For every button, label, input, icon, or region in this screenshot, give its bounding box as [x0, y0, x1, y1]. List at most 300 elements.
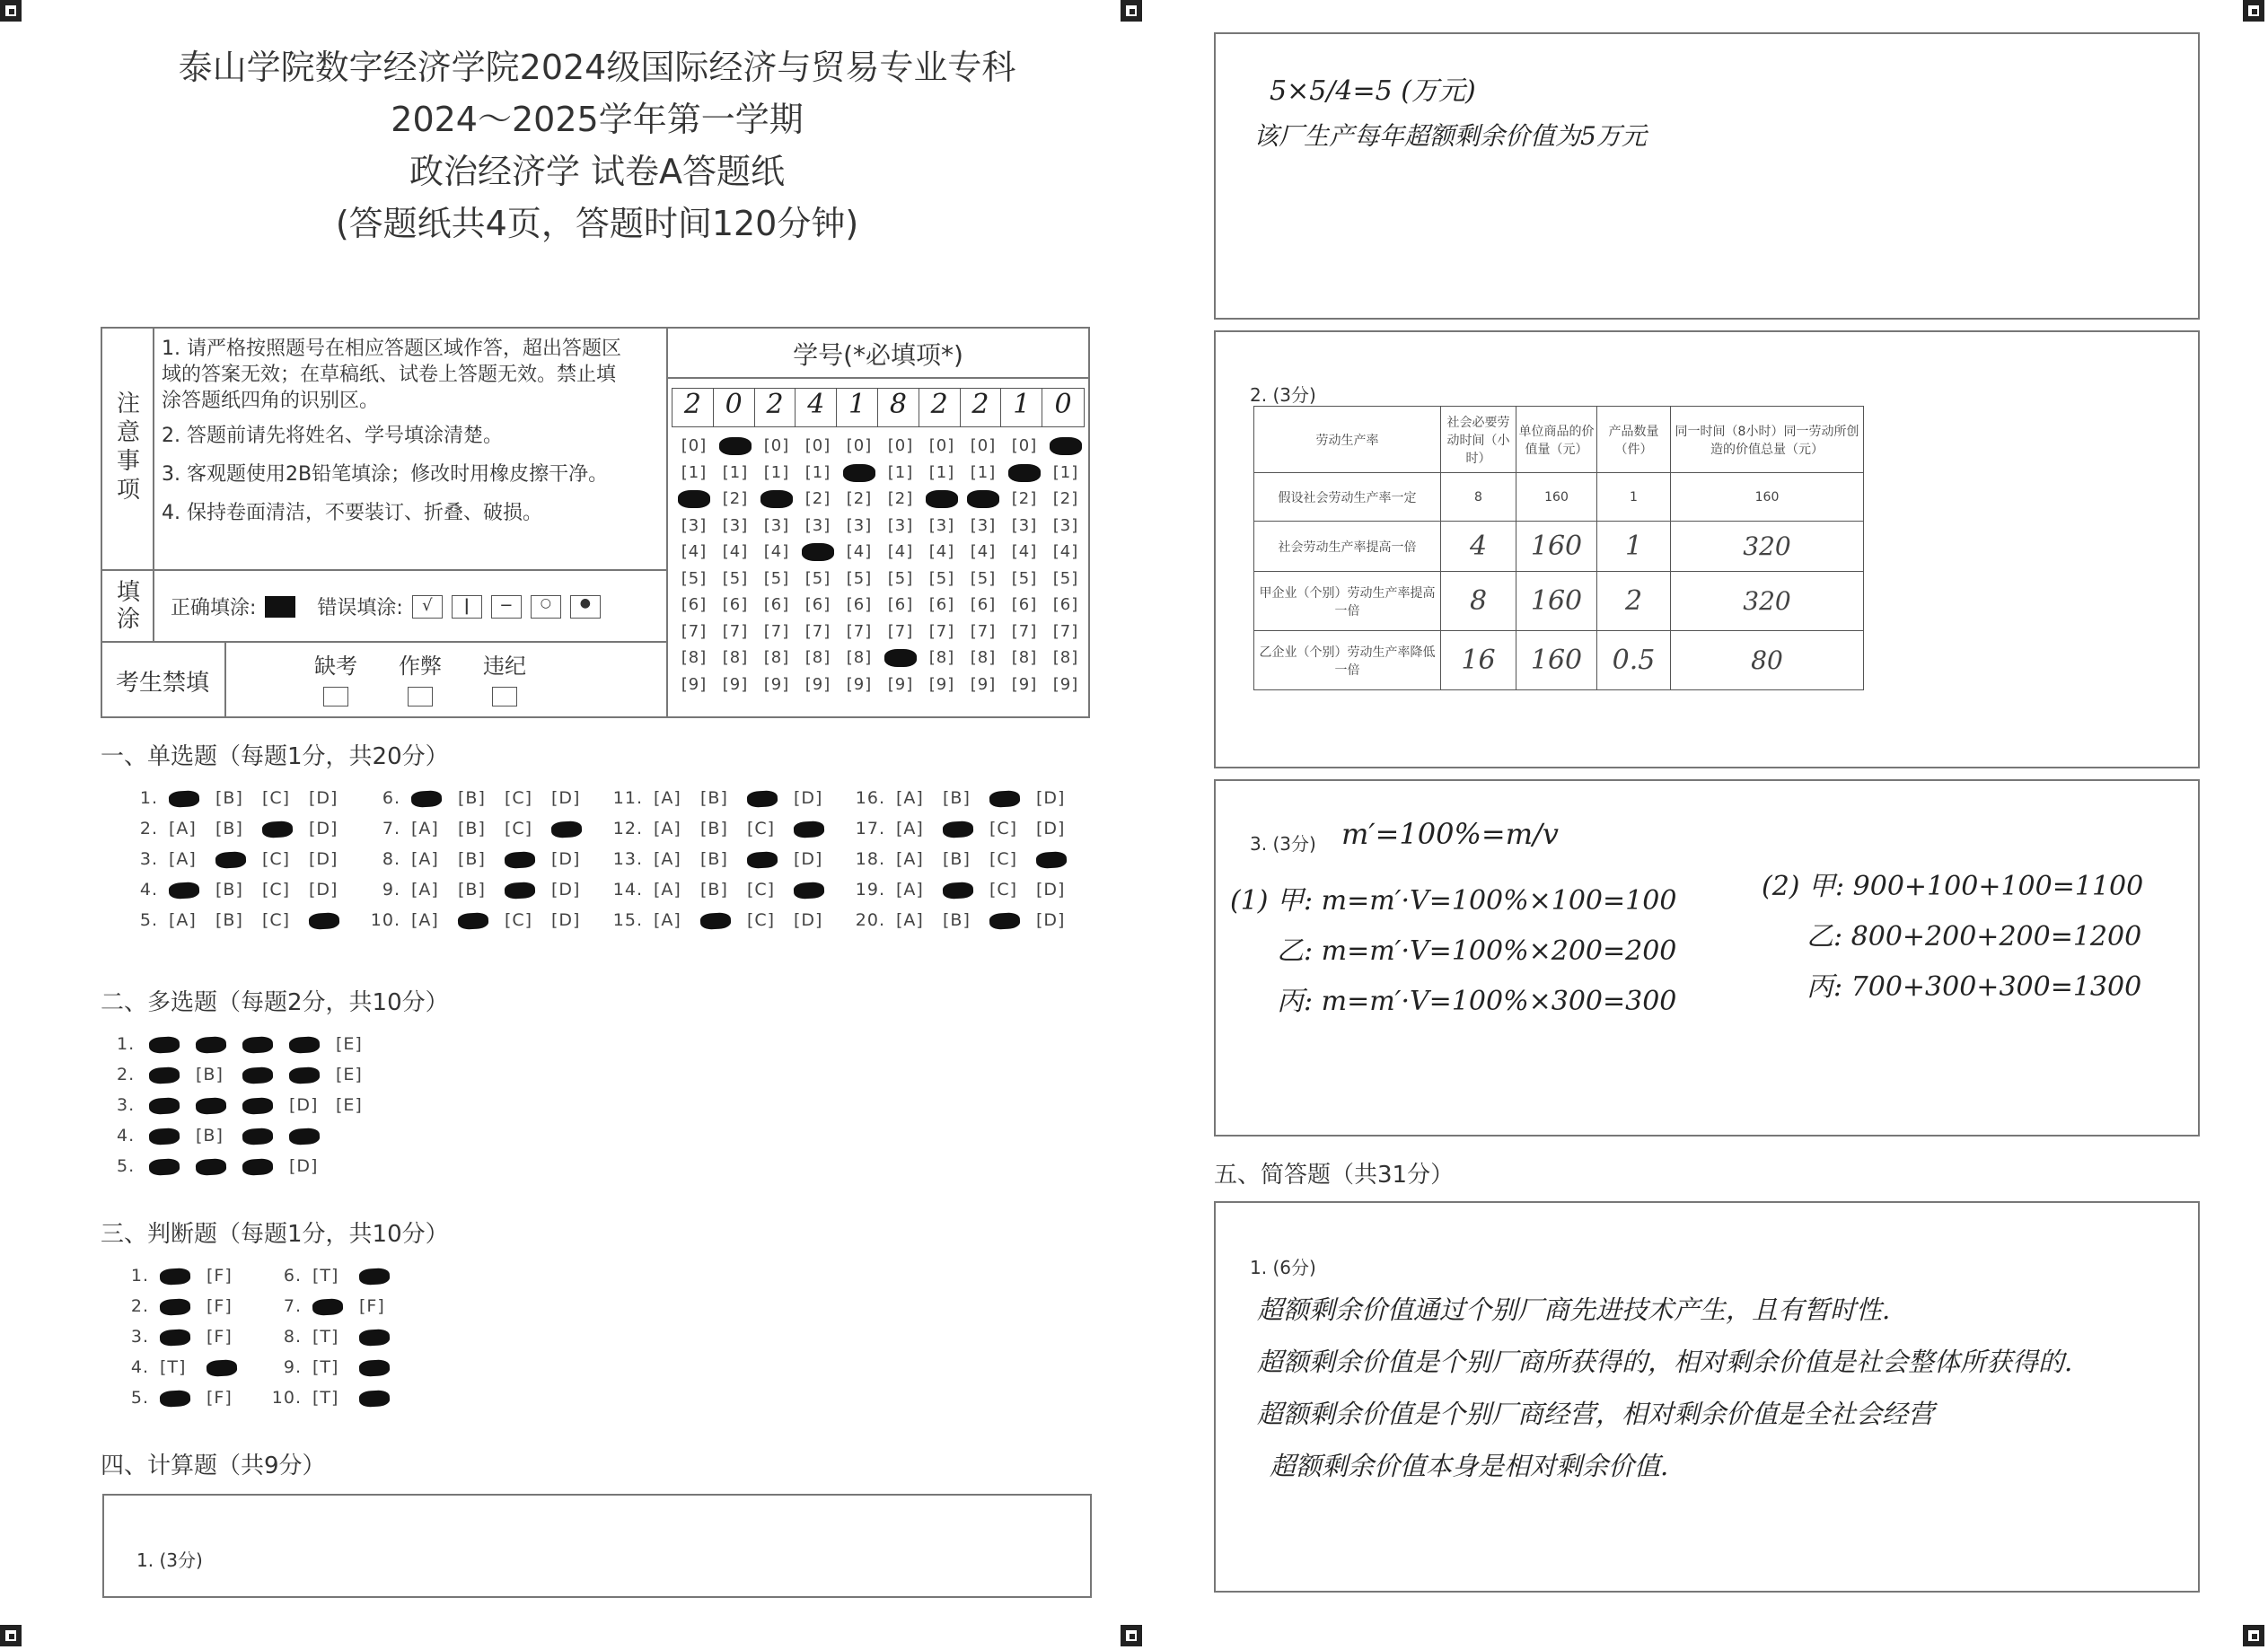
id-bubble[interactable]: [6] — [1052, 595, 1079, 614]
question-number: 14. — [612, 880, 643, 900]
single-question — [117, 819, 356, 838]
answer-option[interactable]: [F] — [207, 1296, 233, 1316]
answer-option[interactable]: [A] — [654, 849, 681, 869]
id-bubble[interactable]: [3] — [1052, 515, 1079, 535]
answer-option[interactable]: [C] — [505, 910, 533, 930]
id-bubble[interactable]: [6] — [722, 595, 749, 614]
answer-option[interactable] — [149, 1034, 196, 1054]
id-bubble[interactable]: [5] — [887, 568, 914, 588]
id-bubble[interactable]: [8] — [970, 648, 997, 667]
answer-option[interactable]: [A] — [896, 788, 924, 808]
question-number: 10. — [370, 910, 400, 930]
true-false-question — [117, 1357, 253, 1377]
answer-option[interactable] — [359, 1266, 406, 1286]
labor-productivity-table — [1253, 406, 1864, 690]
id-bubble[interactable]: [1] — [928, 462, 955, 482]
answer-option[interactable] — [160, 1296, 207, 1316]
filled-mark — [160, 1390, 191, 1408]
id-bubble-row — [673, 595, 1086, 614]
question-number: 2. — [130, 1296, 149, 1316]
answer-option[interactable]: [D] — [551, 910, 581, 930]
id-bubble[interactable]: [5] — [1052, 568, 1079, 588]
id-bubble[interactable]: [1] — [763, 462, 790, 482]
id-bubble[interactable]: [9] — [846, 674, 873, 694]
answer-option[interactable]: [D] — [289, 1156, 319, 1176]
filled-mark — [215, 851, 247, 869]
answer-option[interactable]: [C] — [262, 880, 291, 900]
id-bubble[interactable]: [2] — [887, 489, 914, 508]
answer-option[interactable]: [B] — [700, 788, 728, 808]
id-bubble[interactable]: [3] — [722, 515, 749, 535]
student-id-label: 学号(*必填项*) — [793, 340, 963, 370]
id-bubble[interactable]: [0] — [970, 436, 997, 455]
answer-option[interactable] — [160, 1388, 207, 1408]
id-bubble[interactable]: [1] — [681, 462, 708, 482]
answer-option[interactable] — [169, 788, 215, 808]
answer-option[interactable]: [F] — [207, 1327, 233, 1347]
answer-option[interactable] — [989, 910, 1036, 930]
question-number: 12. — [612, 819, 643, 838]
id-bubble[interactable]: [1] — [722, 462, 749, 482]
answer-option[interactable] — [309, 910, 356, 930]
id-bubble[interactable]: [7] — [970, 621, 997, 641]
registration-mark-top-center — [1121, 0, 1142, 22]
id-bubble[interactable]: [4] — [763, 542, 790, 561]
id-bubble[interactable]: [0] — [804, 436, 831, 455]
id-bubble[interactable]: [4] — [846, 542, 873, 561]
id-bubble[interactable]: [5] — [681, 568, 708, 588]
id-bubble[interactable]: [4] — [970, 542, 997, 561]
question-number: 16. — [855, 788, 885, 808]
answer-option[interactable]: [A] — [654, 788, 681, 808]
answer-option[interactable]: [D] — [551, 849, 581, 869]
id-bubble[interactable] — [797, 542, 839, 561]
answer-option[interactable] — [794, 880, 840, 900]
short-q1-answer-line: 超额剩余价值是个别厂商经营，相对剩余价值是全社会经营 — [1257, 1399, 1935, 1429]
id-bubble[interactable]: [0] — [681, 436, 708, 455]
answer-option[interactable]: [B] — [215, 819, 243, 838]
question-number: 1. — [117, 1034, 136, 1054]
single-question — [602, 849, 840, 869]
answer-option[interactable]: [C] — [505, 788, 533, 808]
answer-option[interactable]: [D] — [309, 788, 338, 808]
question-number: 18. — [855, 849, 885, 869]
id-bubble[interactable]: [9] — [1052, 674, 1079, 694]
answer-option[interactable]: [T] — [160, 1357, 187, 1377]
id-bubble[interactable] — [839, 463, 880, 482]
answer-option[interactable]: [B] — [215, 880, 243, 900]
filled-mark — [943, 821, 974, 838]
answer-option[interactable] — [160, 1266, 207, 1286]
id-bubble[interactable]: [7] — [763, 621, 790, 641]
calc-q3-part2-line: 乙: 800+200+200=1200 — [1806, 921, 2142, 952]
question-number: 3. — [130, 1327, 149, 1347]
answer-option[interactable] — [242, 1065, 289, 1084]
answer-option[interactable] — [505, 880, 551, 900]
id-bubble[interactable] — [921, 489, 963, 508]
answer-option[interactable]: [B] — [700, 819, 728, 838]
id-bubble[interactable]: [7] — [1011, 621, 1038, 641]
id-bubble[interactable]: [2] — [804, 489, 831, 508]
section-multi-choice-title: 二、多选题（每题2分，共10分） — [101, 989, 449, 1016]
answer-option[interactable]: [D] — [1036, 880, 1066, 900]
answer-option[interactable]: [D] — [551, 788, 581, 808]
banned-cheat-checkbox[interactable] — [408, 687, 433, 707]
calc-q3-part1-line: 丙: m=m′·V=100%×300=300 — [1277, 986, 1677, 1017]
true-false-question — [269, 1388, 406, 1408]
id-bubble[interactable]: [5] — [928, 568, 955, 588]
id-bubble[interactable]: [2] — [1052, 489, 1079, 508]
id-bubble[interactable]: [2] — [1011, 489, 1038, 508]
single-question — [117, 788, 356, 808]
id-bubble[interactable]: [3] — [887, 515, 914, 535]
id-bubble[interactable]: [5] — [763, 568, 790, 588]
id-bubble[interactable]: [7] — [887, 621, 914, 641]
id-bubble[interactable]: [8] — [928, 648, 955, 667]
id-bubble[interactable]: [9] — [722, 674, 749, 694]
answer-option[interactable]: [D] — [309, 880, 338, 900]
true-false-question — [117, 1388, 253, 1408]
id-bubble[interactable]: [6] — [1011, 595, 1038, 614]
id-bubble[interactable]: [5] — [970, 568, 997, 588]
id-bubble[interactable]: [9] — [887, 674, 914, 694]
id-bubble[interactable]: [0] — [846, 436, 873, 455]
answer-option[interactable] — [989, 788, 1036, 808]
id-bubble[interactable]: [3] — [1011, 515, 1038, 535]
id-bubble[interactable]: [6] — [846, 595, 873, 614]
id-bubble[interactable]: [1] — [1052, 462, 1079, 482]
answer-option[interactable]: [A] — [169, 819, 197, 838]
answer-option[interactable]: [B] — [700, 849, 728, 869]
answer-option[interactable]: [A] — [654, 880, 681, 900]
id-bubble[interactable]: [9] — [1011, 674, 1038, 694]
id-digit: 2 — [672, 389, 714, 426]
id-bubble[interactable]: [3] — [763, 515, 790, 535]
answer-option[interactable]: [C] — [747, 910, 776, 930]
single-question — [844, 819, 1083, 838]
id-bubble[interactable]: [7] — [722, 621, 749, 641]
question-number: 5. — [139, 910, 158, 930]
id-bubble[interactable] — [963, 489, 1004, 508]
id-bubble[interactable] — [1045, 436, 1086, 455]
banned-violation-checkbox[interactable] — [492, 687, 517, 707]
single-question — [359, 880, 598, 900]
answer-option[interactable] — [207, 1357, 253, 1377]
id-bubble[interactable]: [0] — [763, 436, 790, 455]
answer-option[interactable] — [505, 849, 551, 869]
id-digit: 1 — [837, 389, 878, 426]
answer-option[interactable]: [D] — [289, 1095, 319, 1115]
answer-option[interactable]: [D] — [1036, 788, 1066, 808]
table-header: 劳动生产率 — [1254, 407, 1441, 473]
answer-option[interactable] — [242, 1095, 289, 1115]
id-bubble[interactable]: [7] — [681, 621, 708, 641]
calc-q3-formula: m′=100%=m/v — [1341, 817, 1559, 851]
calc-q1-answer-line2: 该厂生产每年超额剩余价值为5万元 — [1253, 121, 1647, 151]
answer-option[interactable]: [B] — [943, 910, 971, 930]
id-bubble[interactable]: [6] — [681, 595, 708, 614]
filled-mark — [196, 1097, 227, 1115]
answer-option[interactable]: [T] — [312, 1266, 339, 1286]
section-true-false-title: 三、判断题（每题1分，共10分） — [101, 1221, 449, 1248]
wrong-fill-samples — [412, 595, 601, 619]
id-bubble[interactable]: [2] — [846, 489, 873, 508]
answer-option[interactable] — [747, 849, 794, 869]
wrong-mark-dot: ● — [570, 595, 601, 619]
id-bubble[interactable]: [8] — [1011, 648, 1038, 667]
answer-option[interactable] — [196, 1156, 242, 1176]
answer-option[interactable] — [242, 1126, 289, 1145]
answer-option[interactable]: [F] — [207, 1266, 233, 1286]
filled-mark — [149, 1158, 180, 1176]
answer-option[interactable]: [D] — [309, 849, 338, 869]
id-bubble[interactable]: [8] — [1052, 648, 1079, 667]
id-bubble[interactable]: [3] — [846, 515, 873, 535]
id-bubble[interactable]: [0] — [1011, 436, 1038, 455]
answer-option[interactable] — [289, 1034, 336, 1054]
answer-option[interactable]: [D] — [794, 910, 823, 930]
id-bubble[interactable]: [9] — [681, 674, 708, 694]
id-bubble[interactable]: [6] — [970, 595, 997, 614]
answer-option[interactable]: [A] — [411, 880, 439, 900]
filled-mark — [926, 490, 958, 508]
id-digit: 2 — [755, 389, 796, 426]
answer-option[interactable] — [149, 1126, 196, 1145]
single-question — [359, 849, 598, 869]
banned-label: 考生禁填 — [101, 643, 226, 718]
answer-option[interactable] — [242, 1034, 289, 1054]
answer-option[interactable] — [149, 1095, 196, 1115]
answer-option[interactable]: [A] — [654, 819, 681, 838]
id-bubble[interactable] — [673, 489, 715, 508]
answer-option[interactable]: [F] — [207, 1388, 233, 1408]
answer-option[interactable]: [A] — [896, 849, 924, 869]
answer-option[interactable] — [262, 819, 309, 838]
question-number: 8. — [382, 849, 400, 869]
answer-option[interactable]: [B] — [700, 880, 728, 900]
answer-option[interactable]: [C] — [262, 910, 291, 930]
answer-option[interactable]: [B] — [458, 849, 486, 869]
answer-option[interactable]: [D] — [551, 880, 581, 900]
answer-option[interactable] — [943, 819, 989, 838]
id-bubble[interactable]: [4] — [681, 542, 708, 561]
answer-option[interactable]: [A] — [169, 849, 197, 869]
question-number: 1. — [139, 788, 158, 808]
answer-option[interactable]: [B] — [196, 1126, 224, 1145]
question-number: 15. — [612, 910, 643, 930]
divider — [666, 327, 668, 718]
id-bubble[interactable]: [9] — [763, 674, 790, 694]
single-question — [844, 788, 1083, 808]
answer-option[interactable]: [B] — [215, 910, 243, 930]
answer-option[interactable] — [943, 880, 989, 900]
id-bubble[interactable]: [2] — [722, 489, 749, 508]
answer-option[interactable]: [A] — [169, 910, 197, 930]
answer-option[interactable] — [359, 1327, 406, 1347]
filled-mark — [196, 1158, 227, 1176]
answer-option[interactable]: [C] — [505, 819, 533, 838]
answer-option[interactable]: [B] — [196, 1065, 224, 1084]
table-header-row — [1254, 407, 1864, 473]
answer-option[interactable]: [A] — [896, 880, 924, 900]
id-bubble[interactable]: [7] — [846, 621, 873, 641]
id-bubble[interactable]: [1] — [804, 462, 831, 482]
answer-option[interactable]: [A] — [896, 819, 924, 838]
answer-option[interactable]: [T] — [312, 1357, 339, 1377]
id-bubble[interactable]: [5] — [1011, 568, 1038, 588]
table-row — [1254, 522, 1864, 572]
id-bubble[interactable]: [4] — [887, 542, 914, 561]
true-false-question — [117, 1266, 253, 1286]
answer-option[interactable]: [D] — [309, 819, 338, 838]
answer-option[interactable] — [169, 880, 215, 900]
answer-option[interactable]: [B] — [215, 788, 243, 808]
answer-option[interactable] — [411, 788, 458, 808]
answer-option[interactable]: [A] — [896, 910, 924, 930]
id-bubble[interactable]: [8] — [763, 648, 790, 667]
filled-mark — [309, 912, 340, 930]
answer-option[interactable]: [C] — [989, 880, 1018, 900]
id-bubble[interactable]: [7] — [928, 621, 955, 641]
id-bubble[interactable]: [0] — [928, 436, 955, 455]
answer-option[interactable] — [215, 849, 262, 869]
calc-q1-answer-box[interactable] — [102, 1494, 1092, 1598]
notice-item: 3. 客观题使用2B铅笔填涂；修改时用橡皮擦干净。 — [162, 463, 609, 486]
id-bubble[interactable]: [4] — [928, 542, 955, 561]
id-bubble[interactable]: [5] — [804, 568, 831, 588]
answer-option[interactable]: [B] — [458, 880, 486, 900]
id-bubble-row — [673, 489, 1086, 508]
answer-option[interactable]: [T] — [312, 1388, 339, 1408]
answer-option[interactable] — [700, 910, 747, 930]
answer-option[interactable] — [312, 1296, 359, 1316]
answer-option[interactable]: [C] — [262, 788, 291, 808]
table-header: 同一时间（8小时）同一劳动所创造的价值总量（元） — [1671, 407, 1864, 473]
id-bubble[interactable]: [5] — [722, 568, 749, 588]
answer-option[interactable] — [196, 1034, 242, 1054]
answer-option[interactable]: [T] — [312, 1327, 339, 1347]
answer-option[interactable]: [A] — [411, 819, 439, 838]
id-bubble[interactable]: [3] — [804, 515, 831, 535]
answer-option[interactable]: [F] — [359, 1296, 385, 1316]
answer-option[interactable] — [359, 1388, 406, 1408]
question-number: 17. — [855, 819, 885, 838]
filled-mark — [884, 649, 917, 667]
answer-option[interactable]: [B] — [458, 819, 486, 838]
true-false-question — [269, 1296, 406, 1316]
answer-option[interactable]: [C] — [989, 819, 1018, 838]
id-bubble[interactable]: [6] — [928, 595, 955, 614]
answer-option[interactable]: [D] — [794, 849, 823, 869]
answer-option[interactable] — [359, 1357, 406, 1377]
id-bubble[interactable]: [9] — [928, 674, 955, 694]
answer-option[interactable]: [C] — [262, 849, 291, 869]
wrong-mark-dash: − — [491, 595, 522, 619]
answer-option[interactable] — [149, 1156, 196, 1176]
id-bubble[interactable]: [6] — [763, 595, 790, 614]
answer-option[interactable] — [289, 1126, 336, 1145]
filled-mark — [289, 1036, 321, 1054]
answer-option[interactable] — [149, 1065, 196, 1084]
answer-option[interactable] — [289, 1065, 336, 1084]
answer-option[interactable] — [196, 1095, 242, 1115]
wrong-fill-label: 错误填涂: — [317, 597, 403, 619]
answer-option[interactable]: [D] — [1036, 819, 1066, 838]
answer-option[interactable]: [A] — [411, 849, 439, 869]
answer-option[interactable]: [D] — [794, 788, 823, 808]
id-bubble[interactable]: [3] — [970, 515, 997, 535]
id-bubble[interactable]: [8] — [681, 648, 708, 667]
student-id-digits — [672, 388, 1085, 427]
id-bubble[interactable]: [4] — [722, 542, 749, 561]
answer-option[interactable] — [160, 1327, 207, 1347]
filled-mark — [169, 882, 200, 900]
id-bubble[interactable]: [7] — [804, 621, 831, 641]
answer-option[interactable] — [458, 910, 505, 930]
filled-mark — [262, 821, 294, 838]
id-bubble[interactable]: [5] — [846, 568, 873, 588]
id-bubble[interactable]: [3] — [681, 515, 708, 535]
answer-option[interactable] — [1036, 849, 1083, 869]
answer-option[interactable]: [A] — [654, 910, 681, 930]
answer-option[interactable]: [E] — [336, 1065, 363, 1084]
answer-option[interactable]: [C] — [989, 849, 1018, 869]
id-bubble[interactable]: [0] — [887, 436, 914, 455]
id-bubble[interactable]: [8] — [804, 648, 831, 667]
banned-absent-checkbox[interactable] — [323, 687, 348, 707]
id-bubble[interactable] — [1004, 463, 1045, 482]
answer-option[interactable]: [B] — [943, 788, 971, 808]
answer-option[interactable]: [B] — [458, 788, 486, 808]
id-bubble[interactable]: [1] — [887, 462, 914, 482]
id-bubble[interactable]: [8] — [722, 648, 749, 667]
answer-option[interactable]: [E] — [336, 1034, 363, 1054]
answer-option[interactable]: [C] — [747, 880, 776, 900]
id-bubble[interactable] — [715, 436, 756, 455]
id-bubble[interactable]: [7] — [1052, 621, 1079, 641]
id-bubble[interactable]: [9] — [804, 674, 831, 694]
answer-option[interactable]: [D] — [1036, 910, 1066, 930]
question-number: 3. — [117, 1095, 136, 1115]
id-bubble[interactable]: [1] — [970, 462, 997, 482]
question-number: 19. — [855, 880, 885, 900]
answer-option[interactable]: [E] — [336, 1095, 363, 1115]
multi-question — [117, 1156, 336, 1176]
answer-option[interactable] — [242, 1156, 289, 1176]
answer-option[interactable]: [A] — [411, 910, 439, 930]
answer-option[interactable]: [C] — [747, 819, 776, 838]
filled-mark — [289, 1128, 321, 1145]
id-bubble[interactable] — [880, 648, 921, 667]
answer-option[interactable] — [794, 819, 840, 838]
id-bubble[interactable] — [756, 489, 797, 508]
id-bubble[interactable]: [4] — [1052, 542, 1079, 561]
id-bubble[interactable]: [6] — [804, 595, 831, 614]
notice-item: 2. 答题前请先将姓名、学号填涂清楚。 — [162, 425, 503, 447]
id-bubble[interactable]: [4] — [1011, 542, 1038, 561]
answer-option[interactable]: [B] — [943, 849, 971, 869]
answer-option[interactable] — [551, 819, 598, 838]
id-bubble[interactable]: [8] — [846, 648, 873, 667]
id-bubble[interactable]: [3] — [928, 515, 955, 535]
id-digit: 0 — [714, 389, 755, 426]
single-question — [844, 880, 1083, 900]
filled-mark — [149, 1128, 180, 1145]
id-bubble[interactable]: [9] — [970, 674, 997, 694]
notice-item: 1. 请严格按照题号在相应答题区域作答，超出答题区域的答案无效；在草稿纸、试卷上答题无效。禁止填涂答题纸四角的识别区。 — [162, 338, 621, 412]
answer-option[interactable] — [747, 788, 794, 808]
id-bubble[interactable]: [6] — [887, 595, 914, 614]
